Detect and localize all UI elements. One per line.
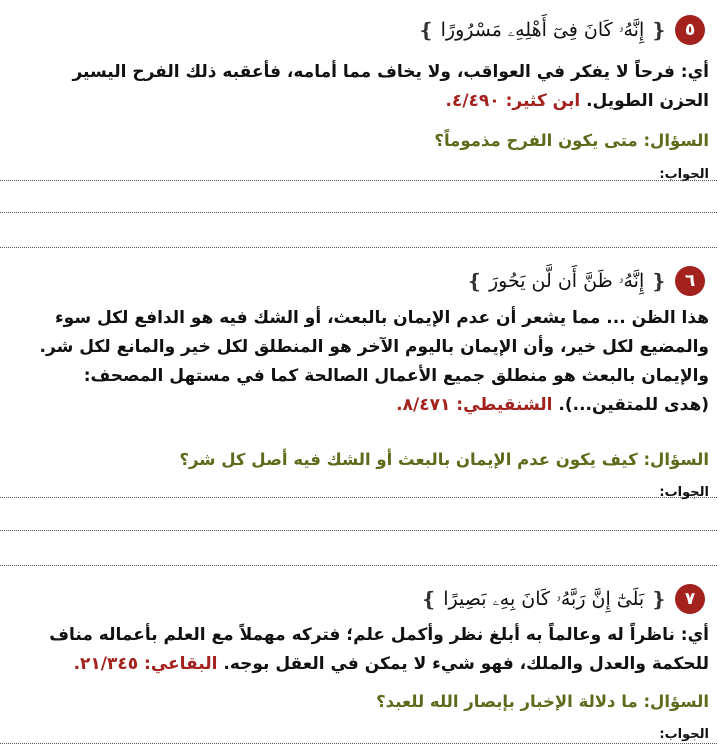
tafsir-text [9,58,709,116]
verse-text-box [418,18,667,42]
answer-line[interactable] [0,743,717,744]
verse-text-box [466,269,667,293]
tafsir-line-with-source [9,87,709,116]
question-text: متى يكون الفرح مذموماً؟ [434,131,638,150]
question-label: السؤال: [643,131,709,150]
tafsir-source: البقاعي: ٢١/٣٤٥. [73,654,218,674]
answer-label: الجواب: [659,485,709,500]
answer-label: الجواب: [659,727,709,742]
tafsir-line: هذا الظن ... مما يشعر أن عدم الإيمان بالبعث، أو الشك فيه هو الدافع لكل سوء [54,308,709,328]
tafsir-line: والإيمان بالبعث هو منطلق جميع الأعمال الصالحة كما في مستهل المصحف: [83,366,709,386]
tafsir-source: ابن كثير: ٤/٤٩٠. [445,91,581,111]
ornament-close-icon: ❵ [417,18,435,42]
tafsir-line: الحزن الطويل. [586,91,709,111]
question-line [9,689,709,715]
verse-text: إِنَّهُۥ كَانَ فِىٓ أَهْلِهِۦ مَسْرُورًا [440,19,645,41]
answer-line[interactable] [0,212,717,213]
verse-row [418,12,705,48]
tafsir-line-with-source [9,650,709,679]
verse-row [420,581,705,617]
verse-text-box [420,587,667,611]
answer-line[interactable] [0,565,717,566]
tafsir-text [9,304,709,420]
ornament-open-icon: ❴ [650,587,667,611]
tafsir-source: الشنقيطي: ٨/٤٧١. [396,395,553,415]
ornament-open-icon: ❴ [650,269,667,293]
answer-line[interactable] [0,497,717,498]
question-line [9,128,709,154]
ornament-close-icon: ❵ [466,269,483,293]
tafsir-line: للحكمة والعدل والملك، فهو شيء لا يمكن في العقل بوجه. [223,654,709,674]
ornament-close-icon: ❵ [420,587,438,611]
tafsir-line: أي: ناظراً له وعالماً به أبلغ نظر وأكمل علم؛ فتركه مهملاً مع العلم بأعماله مناف [49,625,709,645]
tafsir-line: والمضيع لكل خير، وأن الإيمان باليوم الآخر هو المنطلق لكل خير والمانع لكل شر. [39,337,709,357]
answer-label: الجواب: [659,167,709,182]
verse-number-badge: ٧ [675,584,705,614]
question-text: ما دلالة الإخبار بإبصار الله للعبد؟ [376,692,638,711]
verse-text: إِنَّهُۥ ظَنَّ أَن لَّن يَحُورَ [488,270,645,292]
question-label: السؤال: [643,692,709,711]
tafsir-line: أي: فرحاً لا يفكر في العواقب، ولا يخاف مما أمامه، فأعقبه ذلك الفرح اليسير [72,62,709,82]
question-text: كيف يكون عدم الإيمان بالبعث أو الشك فيه أصل كل شر؟ [179,450,638,469]
verse-number-badge: ٥ [675,15,705,45]
ornament-open-icon: ❴ [650,18,667,42]
question-line [9,447,709,473]
question-label: السؤال: [643,450,709,469]
verse-row [466,263,705,299]
tafsir-text [9,621,709,679]
tafsir-line-with-source [9,391,709,420]
verse-number-badge: ٦ [675,266,705,296]
answer-line[interactable] [0,247,717,248]
answer-line[interactable] [0,530,717,531]
verse-text: بَلَىٰٓ إِنَّ رَبَّهُۥ كَانَ بِهِۦ بَصِيرًا [443,588,645,610]
answer-line[interactable] [0,180,717,181]
tafsir-line: (هدى للمتقين...). [558,395,709,415]
